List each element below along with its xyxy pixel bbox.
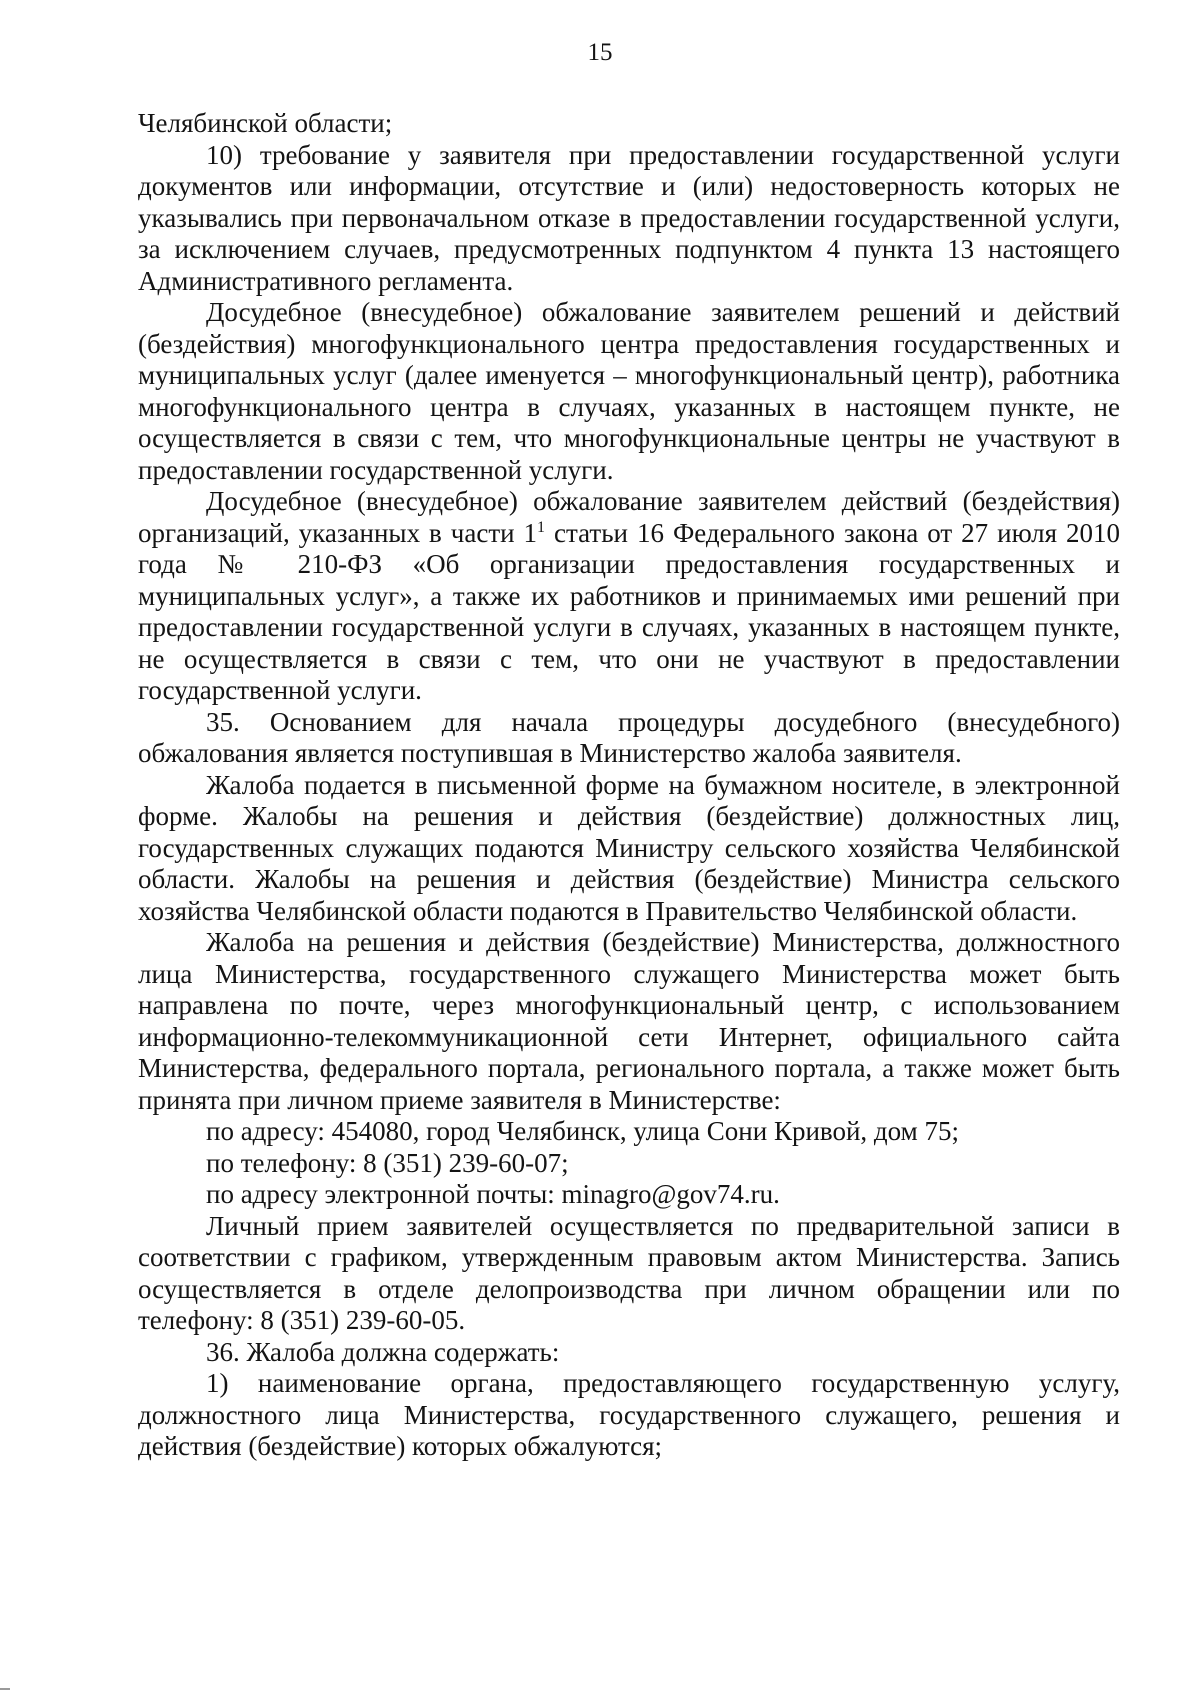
superscript-index: 1 xyxy=(537,518,546,536)
contact-email: по адресу электронной почты: minagro@gov74.ru. xyxy=(206,1179,780,1209)
paragraph-35: 35. Основанием для начала процедуры досудебного (внесудебного) обжалования является поступившая в Министерство жалоба заявителя. xyxy=(138,706,1120,768)
scan-edge-mark xyxy=(0,1688,10,1690)
page-number: 15 xyxy=(587,39,613,66)
document-body xyxy=(138,108,1120,1463)
paragraph-complaint-channels: Жалоба на решения и действия (бездействие) Министерства, должностного лица Министерства, государственного служащего Министерства может быть направлена по почте, через многофункциональный центр, с использованием информационно-телекоммуникационной сети Интернет, официального сайта Министерства, федерального портала, регионального портала, а также может быть принята при личном приеме заявителя в Министерстве: xyxy=(138,927,1120,1115)
paragraph-organizations-appeal-part-1: Досудебное (внесудебное) обжалование заявителем действий (бездействия) организаций, указанных в части 1 xyxy=(138,486,1120,548)
paragraph-complaint-form: Жалоба подается в письменной форме на бумажном носителе, в электронной форме. Жалобы на решения и действия (бездействие) должностных лиц, государственных служащих подаются Министру сельского хозяйства Челябинской области. Жалобы на решения и действия (бездействие) Министра сельского хозяйства Челябинской области подаются в Правительство Челябинской области. xyxy=(138,769,1120,926)
paragraph-item-10: 10) требование у заявителя при предоставлении государственной услуги документов или информации, отсутствие и (или) недостоверность которых не указывались при первоначальном отказе в предоставлении государственной услуги, за исключением случаев, предусмотренных подпунктом 4 пункта 13 настоящего Административного регламента. xyxy=(138,139,1120,296)
paragraph-organizations-appeal xyxy=(138,486,1120,707)
paragraph-personal-reception: Личный прием заявителей осуществляется по предварительной записи в соответствии с графиком, утвержденным правовым актом Министерства. Запись осуществляется в отделе делопроизводства при личном обращении или по телефону: 8 (351) 239-60-05. xyxy=(138,1210,1120,1335)
paragraph-organizations-appeal-part-2: статьи 16 Федерального закона от 27 июля 2010 года № 210-ФЗ «Об организации предоставления государственных и муниципальных услуг», а также их работников и принимаемых ими решений при предоставлении государственной услуги в случаях, указанных в настоящем пункте, не осуществляется в связи с тем, что они не участвуют в предоставлении государственной услуги. xyxy=(138,517,1120,705)
paragraph-continuation: Челябинской области; xyxy=(138,108,393,138)
paragraph-item-1: 1) наименование органа, предоставляющего государственную услугу, должностного лица Министерства, государственного служащего, решения и действия (бездействие) которых обжалуются; xyxy=(138,1368,1120,1461)
contact-phone: по телефону: 8 (351) 239-60-07; xyxy=(206,1147,569,1178)
paragraph-mfc-appeal: Досудебное (внесудебное) обжалование заявителем решений и действий (бездействия) многофункционального центра предоставления государственных и муниципальных услуг (далее именуется – многофункциональный центр), работника многофункционального центра в случаях, указанных в настоящем пункте, не осуществляется в связи с тем, что многофункциональные центры не участвуют в предоставлении государственной услуги. xyxy=(138,297,1120,485)
paragraph-36: 36. Жалоба должна содержать: xyxy=(206,1336,560,1367)
contact-address: по адресу: 454080, город Челябинск, улица Сони Кривой, дом 75; xyxy=(206,1116,959,1146)
